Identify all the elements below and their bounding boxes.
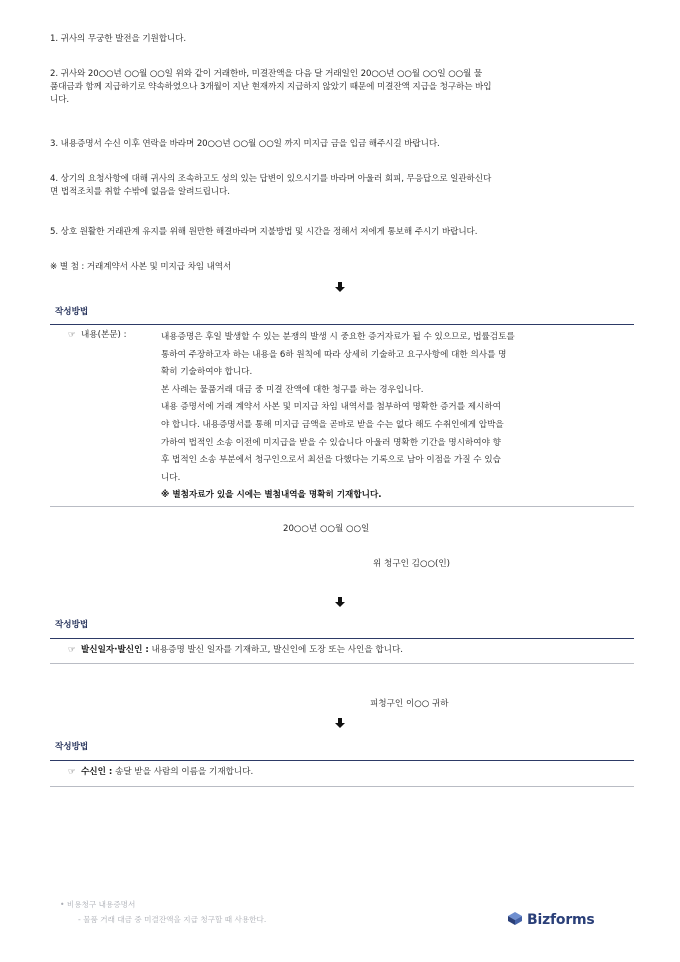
down-arrow-icon — [334, 717, 346, 729]
method-title: 작성방법 — [55, 620, 89, 630]
section-top-rule — [50, 760, 634, 761]
bizforms-logo-text: Bizforms — [527, 912, 595, 928]
attachment-note — [50, 261, 635, 274]
pointing-hand-icon: ☞ — [68, 767, 76, 777]
method-line: 내용 증명서에 거래 계약서 사본 및 미지급 차임 내역서를 첨부하여 명확한 증거를 제시하여 — [161, 402, 501, 413]
method-line: 통하여 주장하고자 하는 내용을 6하 원칙에 따라 상세히 기술하고 요구사항에 대한 의사를 명 — [161, 349, 507, 360]
paragraph-4 — [50, 173, 635, 199]
method-line: 확히 기술하여야 합니다. — [161, 367, 253, 378]
method-line: 가하여 법적인 소송 이전에 미지급을 받을 수 있습니다 아울러 명확한 기간을 명시하여야 향 — [161, 437, 501, 448]
section-bottom-rule — [50, 786, 634, 787]
method-label-text: 수신인 : — [81, 767, 113, 777]
method-line: 본 사례는 물품거래 대금 중 미결 잔액에 대한 청구를 하는 경우입니다. — [161, 384, 424, 395]
method-label-text: 내용(본문) : — [81, 330, 127, 340]
paragraph-2 — [50, 68, 635, 107]
paragraph-3 — [50, 138, 635, 151]
paragraph-4-line: 면 법적조치를 취할 수밖에 없음을 알려드립니다. — [50, 186, 230, 197]
paragraph-1 — [50, 33, 635, 46]
bizforms-logo — [506, 910, 595, 931]
footer-doc-title: • 비용청구 내용증명서 — [60, 900, 136, 909]
respondent-line: 피청구인 이○○ 귀하 — [370, 699, 449, 709]
method-label-text: 발신일자·발신인 : — [81, 645, 149, 655]
method-text: 내용증명 발신 일자를 기재하고, 발신인에 도장 또는 사인을 합니다. — [151, 645, 404, 655]
method-line: 후 법적인 소송 부분에서 청구인으로서 최선을 다했다는 기록으로 남아 이점을 가질 수 있습 — [161, 455, 501, 466]
method-row — [68, 766, 628, 779]
pointing-hand-icon: ☞ — [68, 330, 76, 340]
method-line: 니다. — [161, 472, 181, 483]
date-line: 20○○년 ○○월 ○○일 — [283, 524, 370, 534]
claimant-line: 위 청구인 김○○(인) — [373, 559, 450, 569]
paragraph-1-text: 1. 귀사의 무궁한 발전을 기원합니다. — [50, 34, 186, 44]
section-bottom-rule — [50, 506, 634, 507]
paragraph-3-text: 3. 내용증명서 수신 이후 연락을 바라며 20○○년 ○○월 ○○일 까지 미지급 금을 입금 해주시길 바랍니다. — [50, 139, 440, 149]
section-bottom-rule — [50, 663, 634, 664]
paragraph-2-line: 품대금과 함께 지급하기로 약속하였으나 3개월이 지난 현재까지 지급하지 않았기 때문에 미결잔액 지급을 청구하는 바입 — [50, 81, 492, 92]
method-note: ※ 별첨자료가 있을 시에는 별첨내역을 명확히 기재합니다. — [161, 490, 382, 501]
down-arrow-icon — [334, 596, 346, 608]
method-line: 내용증명은 후일 발생할 수 있는 분쟁의 발생 시 중요한 증거자료가 될 수 있으므로, 법률검토를 — [161, 332, 515, 342]
bizforms-logo-icon — [506, 910, 524, 931]
method-text: 송달 받을 사람의 이름을 기재합니다. — [115, 767, 254, 777]
paragraph-5 — [50, 226, 635, 239]
method-title: 작성방법 — [55, 307, 89, 317]
method-body — [161, 329, 613, 505]
method-label — [68, 329, 168, 342]
paragraph-2-line: 2. 귀사와 20○○년 ○○월 ○○일 위와 같이 거래한바, 미결잔액을 다음 달 거래일인 20○○년 ○○월 ○○일 ○○월 물 — [50, 69, 483, 79]
attachment-text: ※ 별 첨 : 거래계약서 사본 및 미지급 차임 내역서 — [50, 262, 232, 272]
section-top-rule — [50, 324, 634, 325]
paragraph-2-line: 니다. — [50, 94, 70, 105]
method-row — [68, 644, 628, 657]
down-arrow-icon — [334, 281, 346, 293]
paragraph-4-line: 4. 상기의 요청사항에 대해 귀사의 조속하고도 성의 있는 답변이 있으시기를 바라며 아울러 회피, 무응답으로 일관하신다 — [50, 174, 492, 184]
method-line: 야 합니다. 내용증명서를 통해 미지급 금액을 곧바로 받을 수는 없다 해도 수취인에게 압박을 — [161, 419, 504, 430]
section-top-rule — [50, 638, 634, 639]
paragraph-5-text: 5. 상호 원활한 거래관계 유지를 위해 원만한 해결바라며 지불방법 및 시간을 정해서 저에게 통보해 주시기 바랍니다. — [50, 227, 478, 237]
pointing-hand-icon: ☞ — [68, 645, 76, 655]
method-title: 작성방법 — [55, 742, 89, 752]
footer-doc-desc: - 물품 거래 대금 중 미결잔액을 지급 청구할 때 사용한다. — [78, 915, 267, 924]
